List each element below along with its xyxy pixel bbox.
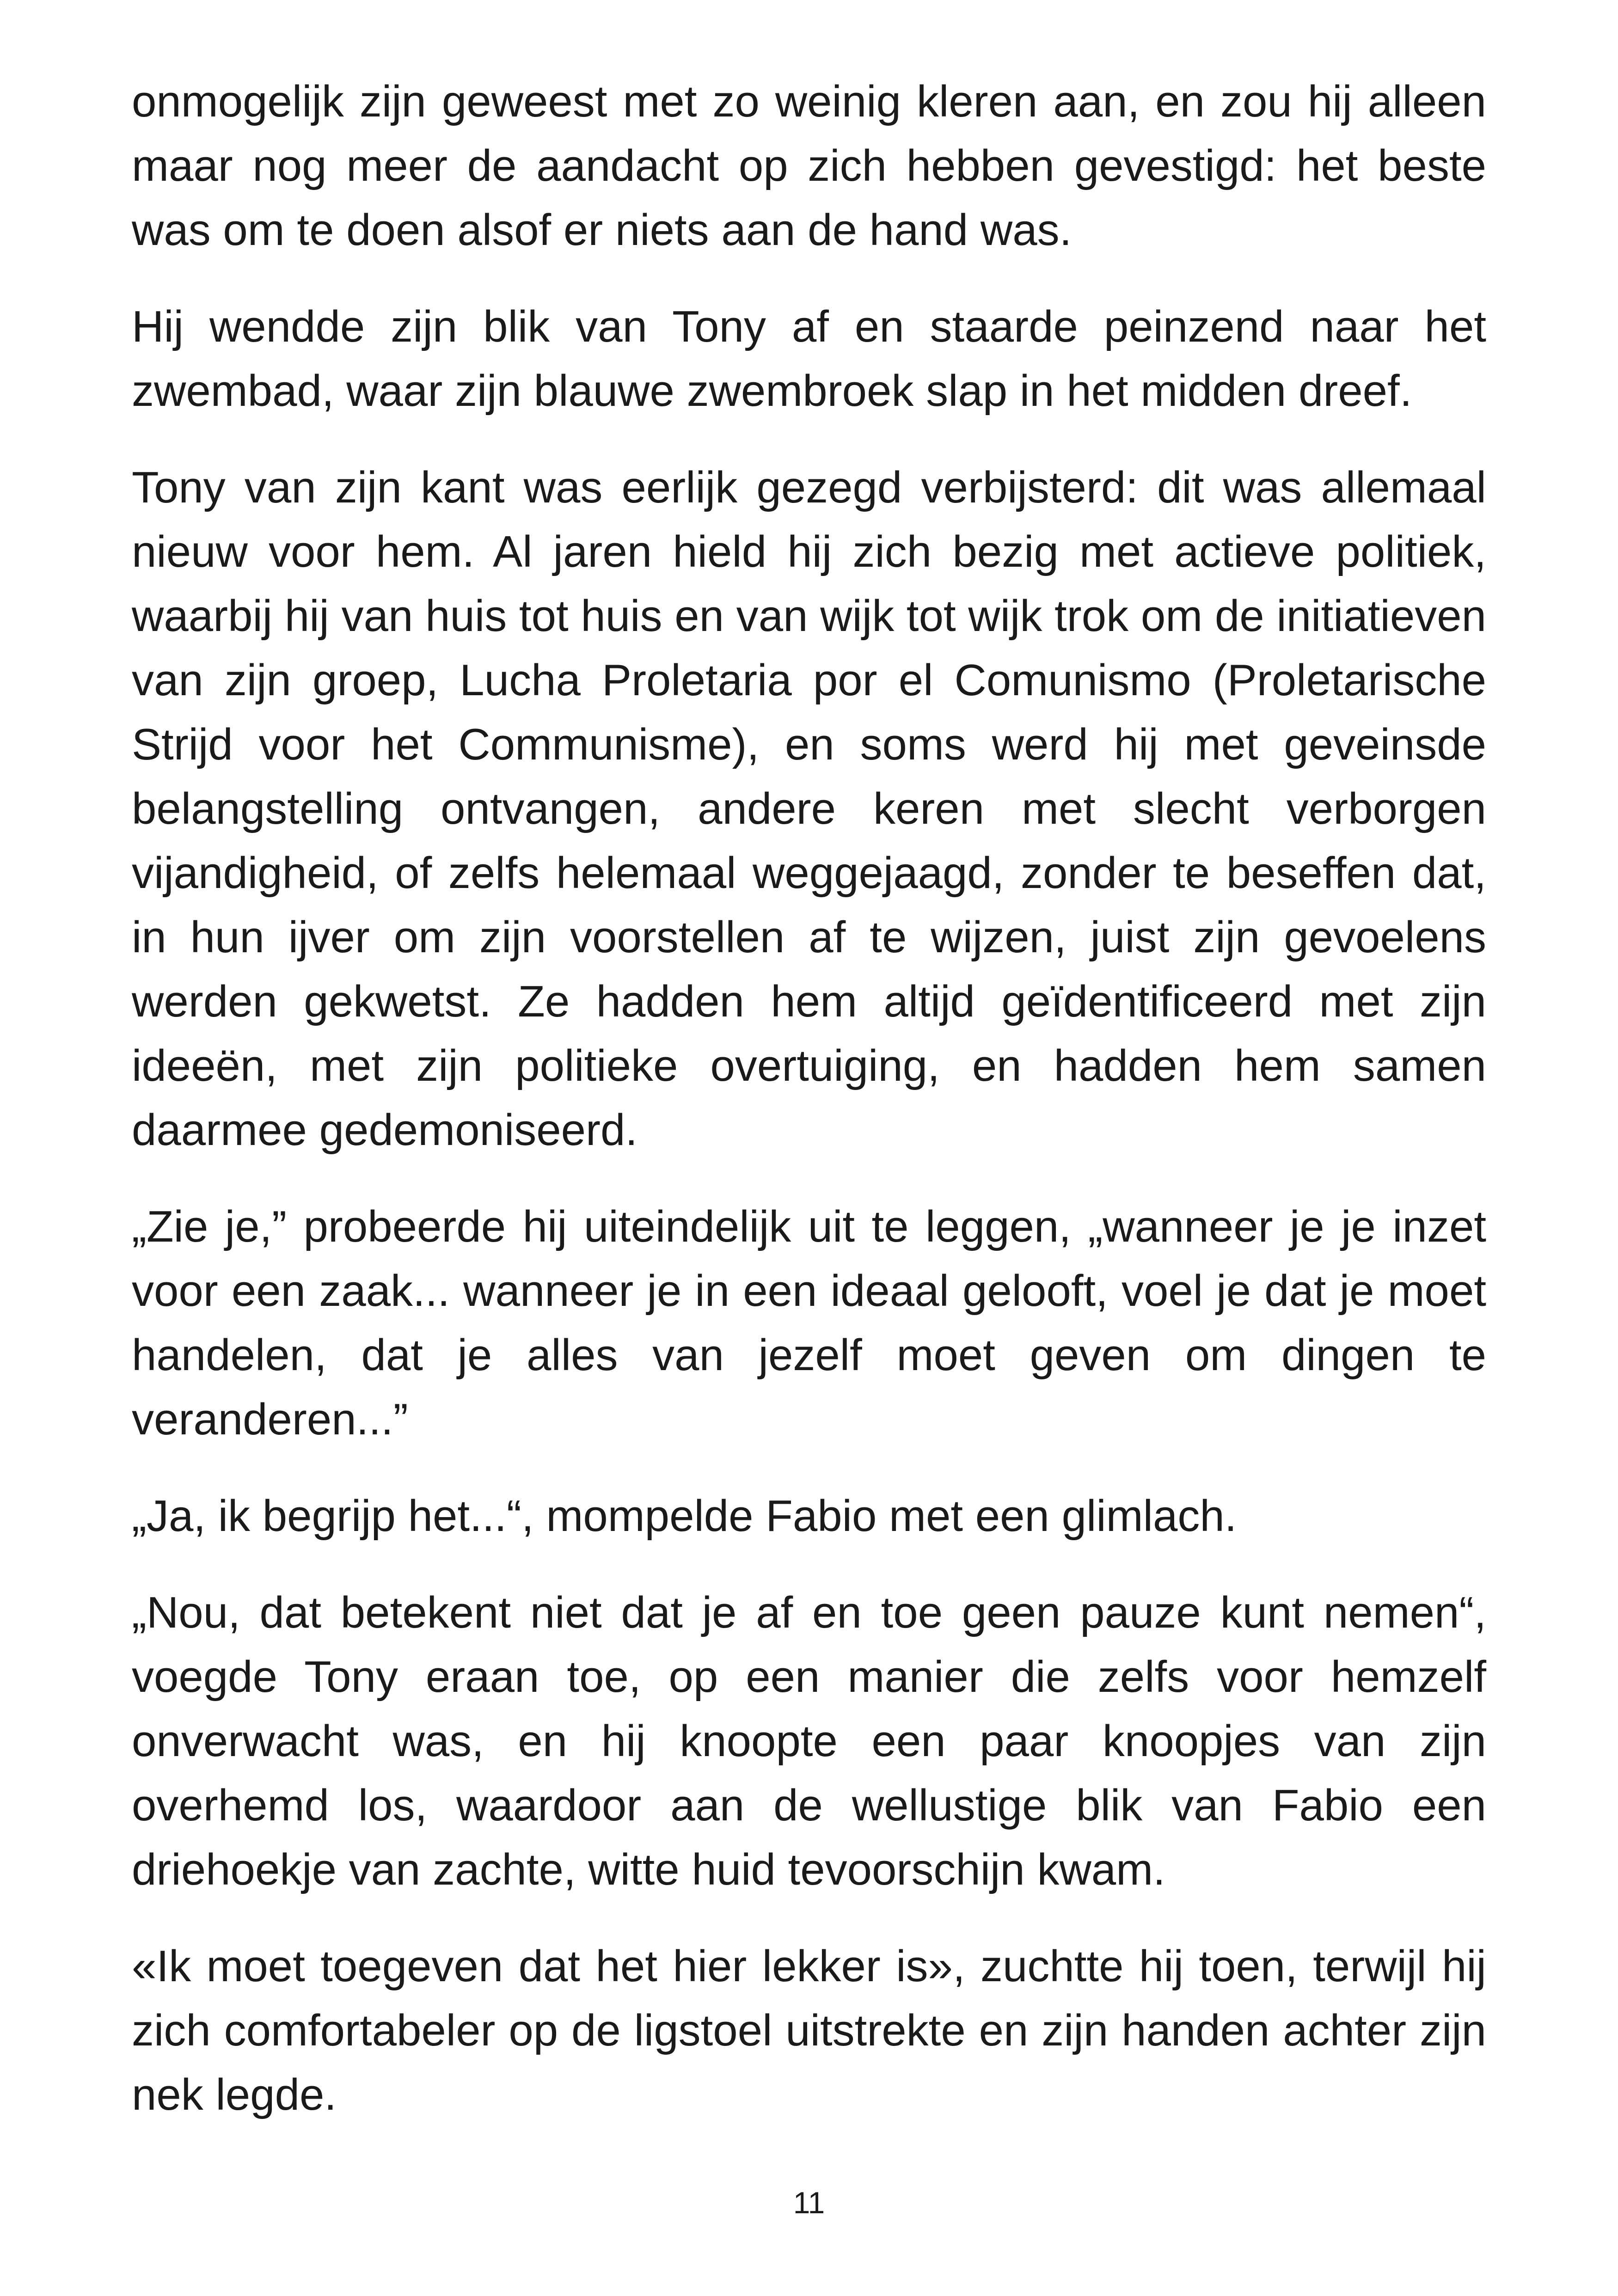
paragraph-3: Tony van zijn kant was eerlijk gezegd verbijsterd: dit was allemaal nieuw voor hem. Al jaren hield hij zich bezig met actieve politiek, waarbij hij van huis tot huis en van wijk tot wijk trok om de initiatieven van zijn groep, Lucha Proletaria por el Comunismo (Proletarische Strijd voor het Communisme), en soms werd hij met geveinsde belangstelling ontvangen, andere keren met slecht verborgen vijandigheid, of zelfs helemaal weggejaagd, zonder te beseffen dat, in hun ijver om zijn voorstellen af te wijzen, juist zijn gevoelens werden gekwetst. Ze hadden hem altijd geïdentificeerd met zijn ideeën, met zijn politieke overtuiging, en hadden hem samen daarmee gedemoniseerd. xyxy=(132,463,1486,1155)
paragraph-7: «Ik moet toegeven dat het hier lekker is», zuchtte hij toen, terwijl hij zich comfortabeler op de ligstoel uitstrekte en zijn handen achter zijn nek legde. xyxy=(132,1941,1486,2119)
paragraph-2: Hij wendde zijn blik van Tony af en staarde peinzend naar het zwembad, waar zijn blauwe zwembroek slap in het midden dreef. xyxy=(132,302,1486,416)
paragraph-4: „Zie je,” probeerde hij uiteindelijk uit te leggen, „wanneer je je inzet voor een zaak... wanneer je in een ideaal gelooft, voel je dat je moet handelen, dat je alles van jezelf moet geven om dingen te veranderen...” xyxy=(132,1202,1486,1444)
page-number: 11 xyxy=(793,2186,825,2220)
paragraph-1: onmogelijk zijn geweest met zo weinig kleren aan, en zou hij alleen maar nog meer de aandacht op zich hebben gevestigd: het beste was om te doen alsof er niets aan de hand was. xyxy=(132,77,1486,255)
paragraph-6: „Nou, dat betekent niet dat je af en toe geen pauze kunt nemen“, voegde Tony eraan toe, op een manier die zelfs voor hemzelf onverwacht was, en hij knoopte een paar knoopjes van zijn overhemd los, waardoor aan de wellustige blik van Fabio een driehoekje van zachte, witte huid tevoorschijn kwam. xyxy=(132,1588,1486,1894)
body-text xyxy=(132,69,1486,2159)
paragraph-5: „Ja, ik begrijp het...“, mompelde Fabio met een glimlach. xyxy=(132,1491,1237,1541)
